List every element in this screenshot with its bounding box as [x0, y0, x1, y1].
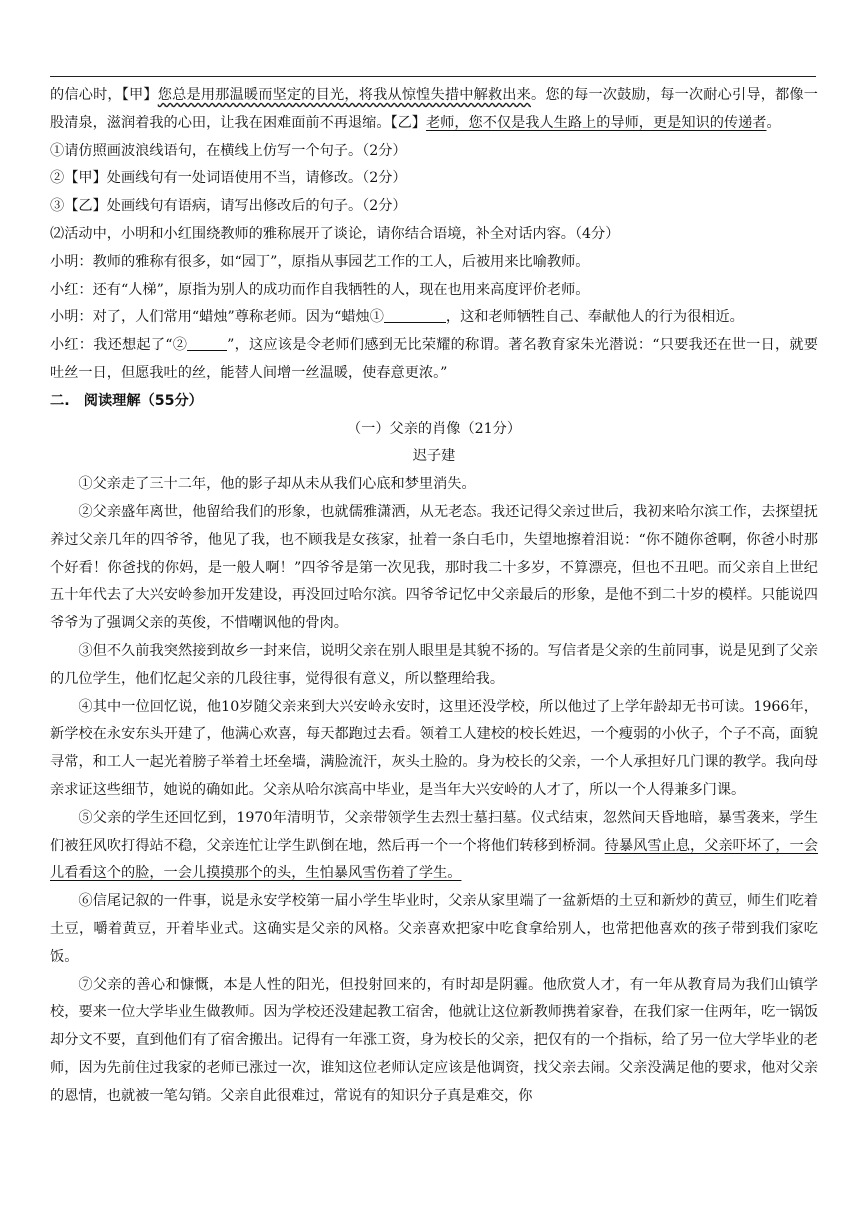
article-paragraph-4: ④其中一位回忆说，他10岁随父亲来到大兴安岭永安时，这里还没学校，所以他过了上学年龄却无书可读。1966年，新学校在永安东头开建了，他满心欢喜，每天都跑过去看。领着工人建校的校长姓迟，一个瘦弱的小伙子，个子不高，面貌寻常，和工人一起光着膀子举着土坯垒墙，满脸流汗，灰头土脸的。身为校长的父亲，一个人承担好几门课的教学。我向母亲求证这些细节，她说的确如此。父亲从哈尔滨高中毕业，是当年大兴安岭的人才了，所以一个人得兼多门课。	[50, 698, 818, 798]
paragraph-5-text: ⑤父亲的学生还回忆到，1970年清明节，父亲带领学生去烈士墓扫墓。仪式结束，忽然间天昏地暗，暴雪袭来，学生们被狂风吹打得站不稳，父亲连忙让学生趴倒在地，然后再一个一个将他们转移到桥洞。	[50, 809, 818, 854]
dialogue-line-3-end: ，这和老师牺牲自己、奉献他人的行为很相近。	[445, 309, 744, 326]
question-4: ⑵活动中，小明和小红围绕教师的雅称展开了谈论，请你结合语境，补全对话内容。（4分）	[50, 225, 620, 242]
question-1: ①请仿照画波浪线语句，在横线上仿写一个句子。（2分）	[50, 142, 407, 159]
dialogue-line-1: 小明：教师的雅称有很多，如“园丁”，原指从事园艺工作的工人，后被用来比喻教师。	[50, 253, 590, 270]
top-rule	[50, 76, 816, 77]
dialogue-line-4-end: ”，这应该是令老师们感到无比荣耀的称谓。著名教育家朱光潜说：“只要我还在世一日，就要吐丝一日，但愿我吐的丝，能替人间增一丝温暖，使春意更浓。”	[50, 337, 818, 381]
intro-end: 。	[766, 114, 781, 131]
dialogue-line-3	[50, 304, 818, 332]
article-paragraph-6: ⑥信尾记叙的一件事，说是永安学校第一届小学生毕业时，父亲从家里端了一盆新焐的土豆和新炒的黄豆，师生们吃着土豆，嚼着黄豆，开着毕业式。这确实是父亲的风格。父亲喜欢把家中吃食拿给别人，也常把他喜欢的孩子带到我们家吃饭。	[50, 893, 818, 965]
dialogue-line-4-start: 小红：我还想起了“②	[50, 337, 188, 354]
article-title: （一）父亲的肖像（21分）	[346, 420, 522, 437]
intro-middle: 。您的每一次鼓励，每一次耐心引导，都像一股清泉，滋润着我的心田，让我在困难面前不再退缩。【乙】	[50, 87, 818, 131]
paragraph-5-underlined: 待暴风雪止息，父亲吓坏了，一会儿看看这个的脸，一会儿摸摸那个的头，生怕暴风雪伤着了学生。	[50, 837, 818, 882]
intro-paragraph	[50, 82, 818, 138]
question-3: ③【乙】处画线句有语病，请写出修改后的句子。（2分）	[50, 198, 407, 215]
yi-sentence: 老师，您不仅是我人生路上的导师，更是知识的传递者	[425, 114, 767, 131]
section-heading: 二. 阅读理解（55分）	[50, 392, 203, 409]
answer-blank-2[interactable]	[187, 334, 227, 351]
dialogue-line-4	[50, 332, 818, 388]
question-2: ②【甲】处画线句有一处词语使用不当，请修改。（2分）	[50, 170, 407, 187]
article-paragraph-2: ②父亲盛年离世，他留给我们的形象，也就儒雅潇洒，从无老态。我还记得父亲过世后，我初来哈尔滨工作，去探望抚养过父亲几年的四爷爷，他见了我，也不顾我是女孩家，扯着一条白毛巾，失望地擦着泪说：“你不随你爸啊，你爸小时那个好看！你爸找的你妈，是一般人啊！”四爷爷是第一次见我，那时我二十多岁，不算漂亮，但也不丑吧。而父亲自上世纪五十年代去了大兴安岭参加开发建设，再没回过哈尔滨。四爷爷记忆中父亲最后的形象，是他不到二十岁的模样。只能说四爷爷为了强调父亲的英俊，不惜嘲讽他的骨肉。	[50, 503, 818, 632]
article-paragraph-3: ③但不久前我突然接到故乡一封来信，说明父亲在别人眼里是其貌不扬的。写信者是父亲的生前同事，说是见到了父亲的几位学生，他们忆起父亲的几段往事，觉得很有意义，所以整理给我。	[50, 642, 818, 687]
dialogue-line-3-start: 小明：对了，人们常用“蜡烛”尊称老师。因为“蜡烛①	[50, 309, 384, 326]
intro-prefix: 的信心时，【甲】	[50, 87, 158, 103]
jia-sentence: 您总是用那温暖而坚定的目光，将我从惊惶失措中解救出来	[157, 87, 532, 103]
article-paragraph-5	[50, 805, 818, 888]
article-paragraph-1: ①父亲走了三十二年，他的影子却从未从我们心底和梦里消失。	[78, 476, 476, 493]
dialogue-line-2: 小红：还有“人梯”，原指为别人的成功而作自我牺牲的人，现在也用来高度评价老师。	[50, 281, 590, 298]
article-author: 迟子建	[412, 448, 456, 465]
answer-blank-1[interactable]	[384, 306, 446, 323]
article-paragraph-7: ⑦父亲的善心和慷慨，本是人性的阳光，但投射回来的，有时却是阴霾。他欣赏人才，有一年从教育局为我们山镇学校，要来一位大学毕业生做教师。因为学校还没建起教工宿舍，他就让这位新教师携着家眷，在我们家一住两年，吃一锅饭却分文不要，直到他们有了宿舍搬出。记得有一年涨工资，身为校长的父亲，把仅有的一个指标，给了另一位大学毕业的老师，因为先前住过我家的老师已涨过一次，谁知这位老师认定应该是他调资，找父亲去闹。父亲没满足他的要求，他对父亲的恩情，也就被一笔勾销。父亲自此很难过，常说有的知识分子真是难交，你	[50, 976, 818, 1104]
document-body	[50, 82, 818, 1110]
